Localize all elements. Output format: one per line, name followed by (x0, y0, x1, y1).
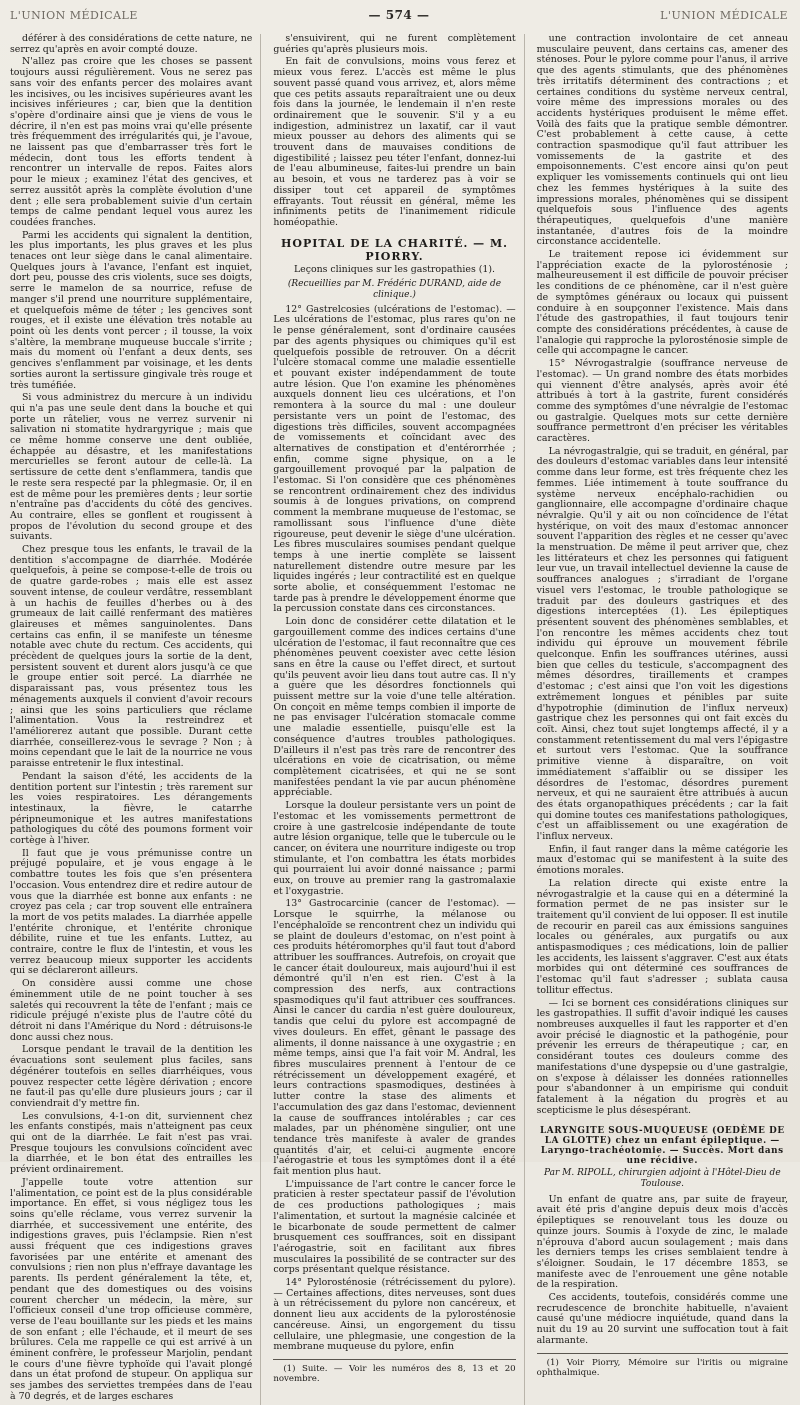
paragraph: J'appelle toute votre attention sur l'alimentation, ce point est de la plus considérable importance. En effet, si vous négligez tous les soins qu'elle réclame, vous verrez survenir la diarrhée, et successivement une entérite, des indigestions graves, puis l'éclampsie. Rien n'est aussi fréquent que ces indigestions graves favorisées par une entérite et amenant des convulsions ; rien non plus n'effraye davantage les parents. Ils perdent généralement la tête, et, pendant que des domestiques ou des voisins courent chercher un médecin, la mère, sur l'officieux conseil d'une trop officieuse commère, verse de l'eau bouillante sur les pieds et les mains de son enfant ; elle l'échaude, et il meurt de ses brûlures. Cela me rappelle ce qui est arrivé à un éminent confrère, le professeur Marjolin, pendant le cours d'une fièvre typhoïde qui l'avait plongé dans un état profond de stupeur. On appliqua sur ses jambes des serviettes trempées dans de l'eau à 70 degrés, et de larges eschares (10, 1176, 253, 1402)
paragraph: Il faut que je vous prémunisse contre un préjugé populaire, et je vous engage à le combattre toutes les fois que s'en présentera l'occasion. Vous entendrez dire et redire autour de vous que la diarrhée est bonne aux enfants : ne croyez pas cela ; car trop souvent elle entraînera la mort de vos petits malades. La diarrhée appelle l'entérite chronique, et l'entérite chronique débilite, ruine et tue les enfants. Luttez, au contraire, contre le flux de l'intestin, et vous les verrez beaucoup mieux supporter les accidents qui se déclareront ailleurs. (10, 847, 253, 977)
paragraph: 13° Gastrocarcinie (cancer de l'estomac). — Lorsque le squirrhe, la mélanose ou l'encéphaloïde se rencontrent chez un individu qui se plaint de douleurs d'estomac, on n'est point à ces produits hétéromorphes qu'il faut tout d'abord attribuer les souffrances. Autrefois, on croyait que le cancer était douloureux, mais aujourd'hui il est démontré qu'il n'en est rien. C'est à la compression des nerfs, aux contractions spasmodiques qu'il faut attribuer ces souffrances. Ainsi le cancer du cardia n'est guère douloureux, tandis que celui du pylore est accompagné de vives douleurs. En effet, gênant le passage des aliments, il donne naissance à une oxygastrie ; en même temps, ainsi que l'a fait voir M. Andral, les fibres musculaires prennent à l'entour de ce rétrécissement un développement exagéré, et leurs contractions spasmodiques, destinées à lutter contre la stase des aliments et l'accumulation des gaz dans l'estomac, deviennent la cause de souffrances intolérables ; car ces malades, par un phénomène singulier, ont une tendance très manifeste à avaler de grandes quantités d'air, et celui-ci augmente encore l'aérogastrie et tous les symptômes dont il a été fait mention plus haut. (273, 898, 516, 1178)
paragraph: En fait de convulsions, moins vous ferez et mieux vous ferez. L'accès est même le plus souvent passé quand vous arrivez, et, alors même que ces petits assauts reparaîtraient une ou deux fois dans la journée, le lendemain il n'en reste ordinairement que le souvenir. S'il y a eu indigestion, administrez un laxatif, car il vaut mieux pousser au dehors des aliments qui se trouvent dans de mauvaises conditions de digestibilité ; laissez peu téter l'enfant, donnez-lui de l'eau albumineuse, faites-lui prendre un bain au besoin, et vous ne tarderez pas à voir se dissiper tout cet appareil de symptômes effrayants. Tout réussit en général, même les infiniments petits de l'inanimement ridicule homéopathie. (273, 56, 516, 228)
paragraph: Un enfant de quatre ans, par suite de frayeur, avait été pris d'angine depuis deux mois d'accès épileptiques se renouvelant tous les douze ou quinze jours. Soumis à l'oxyde de zinc, le malade n'éprouva d'abord aucun soulagement ; mais dans les derniers temps les crises semblaient tendre à s'éloigner. Soudain, le 17 décembre 1853, se manifeste avec de l'enrouement une gêne notable de la respiration. (536, 1193, 788, 1291)
paragraph: Lorsque la douleur persistante vers un point de l'estomac et les vomissements permettront de croire à une gastrelcosie indépendante de toute autre lésion organique, telle que le tubercule ou le cancer, on évitera une nourriture indigeste ou trop stimulante, et l'on combattra les états morbides qui pourraient lui avoir donné naissance ; parmi eux, on trouve au premier rang la gastromalaxie et l'oxygastrie. (273, 800, 516, 897)
paragraph: N'allez pas croire que les choses se passent toujours aussi régulièrement. Vous ne serez pas sans voir des enfants percer des molaires avant les incisives, ou les incisives supérieures avant les incisives inférieures ; car, bien que la dentition s'opère d'ordinaire ainsi que je viens de vous le décrire, il n'en est pas moins vrai qu'elle présente très fréquemment des irrégularités qui, je l'avoue, ne laissent pas que d'embarrasser très fort le médecin, dont tous les efforts tendent à rencontrer un intervalle de repos. Faites alors pour le mieux ; examinez l'état des gencives, et serrez aussitôt après la complète évolution d'une dent ; elle sera probablement suivie d'un certain temps de calme pendant lequel vous aurez les coudées franches. (10, 56, 253, 228)
paragraph: Lorsque pendant le travail de la dentition les évacuations sont seulement plus faciles, sans dégénérer toutefois en selles diarrhéiques, vous pouvez respecter cette légère dérivation ; encore ne faut-il pas qu'elle dure plusieurs jours ; car il conviendrait d'y mettre fin. (10, 1044, 253, 1109)
paragraph: Parmi les accidents qui signalent la dentition, les plus importants, les plus graves et les plus tenaces ont leur siège dans le canal alimentaire. Quelques jours à l'avance, l'enfant est inquiet, dort peu, pousse des cris violents, suce ses doigts, serre le mamelon de sa nourrice, refuse de manger s'il prend une nourriture supplémentaire, et quelquefois même de téter ; les gencives sont rouges, et il existe une élévation très notable au point où les dents vont percer ; il tousse, la voix s'altère, la membrane muqueuse buccale s'irrite ; mais du moment où l'enfant a deux dents, ses gencives s'enflamment par voisinage, et les dents sorties auront la sertissure gingivale très rouge et très tuméfiée. (10, 229, 253, 391)
paragraph: La névrogastralgie, qui se traduit, en général, par des douleurs d'estomac variables dans leur intensité comme dans leur forme, est très fréquente chez les femmes. Liée intimement à toute souffrance du système nerveux encéphalo-rachidien ou ganglionnaire, elle accompagne d'ordinaire chaque névralgie. Qu'il y ait ou non coïncidence de l'état hystérique, on voit des maux d'estomac annoncer souvent l'apparition des règles et ne cesser qu'avec la menstruation. De même il peut arriver que, chez les littérateurs et chez les personnes qui fatiguent leur vue, un travail intellectuel devienne la cause de souffrances analogues ; s'irradiant de l'organe visuel vers l'estomac, le trouble pathologique se traduit par des douleurs gastriques et des digestions interceptées (1). Les épileptiques présentent souvent des phénomènes semblables, et l'on rencontre les mêmes accidents chez tout individu qui éprouve un mouvement fébrile quelconque. Enfin les souffrances utérines, aussi bien que celles du testicule, s'accompagnent des mêmes désordres, tiraillements et crampes d'estomac ; c'est ainsi que l'on voit les digestions extrêmement longues et pénibles par suite d'hypotrophie (diminution de l'influx nerveux) gastrique chez les personnes qui ont fait excès du coït. Ainsi, chez tout sujet longtemps affecté, il y a constamment retentissement du mal vers l'épigastre et surtout vers l'estomac. Que la souffrance primitive vienne à disparaître, on voit immédiatement s'affaiblir ou se dissiper les désordres de l'estomac, désordres purement nerveux, et qui ne sauraient être attribués à aucun des états organopathiques précédents ; car la fait qui domine toutes ces manifestations pathologiques, c'est un affaiblissement ou une exagération de l'influx nerveux. (536, 445, 788, 843)
column-2 (273, 34, 524, 1405)
paragraph: Pendant la saison d'été, les accidents de la dentition portent sur l'intestin ; très rarement sur les voies respiratoires. Les dérangements intestinaux, la fièvre, le catarrhe péripneumonique et les autres manifestations pathologiques du côté des poumons forment voir cortège à l'hiver. (10, 770, 253, 847)
paragraph: Chez presque tous les enfants, le travail de la dentition s'accompagne de diarrhée. Modérée quelquefois, à peine se compose-t-elle de trois ou de quatre garde-robes ; mais elle est assez souvent intense, de couleur verdâtre, ressemblant à un hachis de feuilles d'herbes ou à des grumeaux de lait caillé renfermant des matières glaireuses et mêmes sanguinolentes. Dans certains cas enfin, il se manifeste un ténesme notable avec chute du rectum. Ces accidents, qui précèdent de quelques jours la sortie de la dent, persistent souvent et durent alors jusqu'à ce que le groupe entier soit percé. La diarrhée ne disparaissant pas, vous présentez tous les ménagements auxquels il convient d'avoir recours ; ainsi que les soins particuliers que réclame l'alimentation. Vous la restreindrez et l'améliorerez autant que possible. Durant cette diarrhée, conseillerez-vous le sevrage ? Non ; à moins cependant que le lait de la nourrice ne vous paraisse entretenir le flux intestinal. (10, 544, 253, 770)
paragraph: Les convulsions, 4-1-on dit, surviennent chez les enfants constipés, mais n'atteignent pas ceux qui ont de la diarrhée. Le fait n'est pas vrai. Presque toujours les convulsions coïncident avec la diarrhée, et le bon état des entrailles les prévient ordinairement. (10, 1110, 253, 1176)
column-3 (537, 34, 788, 1405)
section-title: HOPITAL DE LA CHARITÉ. — M. PIORRY. (281, 236, 508, 263)
paragraph: Ces accidents, toutefois, considérés comme une recrudescence de bronchite habituelle, n'avaient causé qu'une médiocre inquiétude, quand dans la nuit du 19 au 20 survint une suffocation tout à fait alarmante. (536, 1292, 788, 1346)
column-2-top-text (273, 34, 515, 229)
paragraph: L'impuissance de l'art contre le cancer force le praticien à rester spectateur passif de l'évolution de ces productions pathologiques ; mais l'alimentation, et surtout la magnésie calcinée et le bicarbonate de soude permettent de calmer brusquement ces souffrances, soit en dissipant l'aérogastrie, soit en facilitant aux fibres musculaires la possibilité de se contracter sur des corps présentant quelque résistance. (273, 1178, 516, 1276)
paragraph: Si vous administrez du mercure à un individu qui n'a pas une seule dent dans la bouche et qui porte un râtelier, vous ne verrez survenir ni salivation ni stomatite hydrargyrique ; mais que ce même homme conserve une dent oubliée, échappée au désastre, et les manifestations mercurielles se feront autour de celle-là. La sertissure de cette dent s'enflammera, tandis que le reste sera respecté par la phlegmasie. Or, il en est de même pour les premières dents ; leur sortie n'entraîne pas d'accidents du côté des gencives. Au contraire, elles se gonflent et rougissent à propos de l'évolution du second groupe et des suivants. (10, 392, 253, 543)
column-3-bottom-text (537, 1195, 788, 1347)
paragraph: Le traitement repose ici évidemment sur l'appréciation exacte de la pylorosténosie ; malheureusement il est difficile de pouvoir préciser les conditions de ce phénomène, car il n'est guère de symptômes généraux ou locaux qui puissent conduire à en soupçonner l'existence. Mais dans l'étude des gastropathies, il faut toujours tenir compte des considérations précédentes, à cause de l'analogie qui rapproche la pylorosténosie simple de celle qui accompagne le cancer. (536, 249, 788, 357)
column-3-body-text (537, 34, 788, 1116)
paragraph: s'ensuivirent, qui ne furent complètement guéries qu'après plusieurs mois. (273, 33, 516, 55)
footnote-rule (273, 1359, 515, 1360)
header-right: L'UNION MÉDICALE (660, 9, 788, 22)
column-1 (10, 34, 261, 1405)
header-left: L'UNION MÉDICALE (10, 9, 138, 22)
footnote-rule (537, 1353, 788, 1354)
paragraph: 15° Névrogastralgie (souffrance nerveuse de l'estomac). — Un grand nombre des états morbides qui viennent d'être analysés, après avoir été attribués à tort à la gastrite, furent considérés comme des symptômes d'une névralgie de l'estomac ou gastralgie. Quelques mots sur cette dernière souffrance permettront d'en préciser les véritables caractères. (536, 358, 788, 445)
article-author: Par M. RIPOLL, chirurgien adjoint à l'Hôtel-Dieu de Toulouse. (543, 1168, 781, 1190)
column-2-body-text (273, 305, 515, 1353)
paragraph: une contraction involontaire de cet anneau musculaire peuvent, dans certains cas, amener des sténoses. Pour le pylore comme pour l'anus, il arrive que des agents stimulants, que des phénomènes très irritatifs déterminent des contractions ; et certaines conditions du système nerveux central, voire même des impressions morales ou des accidents hystériques produisent le même effet. Voilà des faits que la pratique semble démontrer. C'est probablement à cette cause, à cette contraction spasmodique qu'il faut attribuer les vomissements de la gastrite et des empoisonnements. C'est encore ainsi qu'on peut expliquer les vomissements continuels qui ont lieu chez les femmes hystériques à la suite des impressions morales, phénomènes qui se dissipent quelquefois sous l'influence des agents thérapeutiques, quelquefois d'une manière instantanée, d'autres fois de la moindre circonstance accidentelle. (536, 33, 788, 248)
paragraph: 12° Gastrelcosies (ulcérations de l'estomac). — Les ulcérations de l'estomac, plus rares qu'on ne le pense généralement, sont d'ordinaire causées par des agents physiques ou chimiques qu'il est quelquefois possible de retrouver. On a décrit l'ulcère stomacal comme une maladie essentielle et pouvant exister indépendamment de toute autre lésion. Que l'on examine les phénomènes auxquels donnent lieu ces ulcérations, et l'on remontera à la source du mal : une douleur persistante vers un point de l'estomac, des digestions très difficiles, souvent accompagnées de vomissements et coïncidant avec des alternatives de constipation et d'entérorrhée ; enfin, comme signe physique, on a le gargouillement provoqué par la palpation de l'estomac. Si l'on considère que ces phénomènes se rencontrent ordinairement chez des individus soumis à de longues privations, on comprend comment la membrane muqueuse de l'estomac, se ramollissant sous l'influence d'une diète rigoureuse, peut devenir le siège d'une ulcération. Les fibres musculaires soumises pendant quelque temps à une inertie complète se laissent naturellement distendre outre mesure par les liquides ingérés ; leur contractilité est en quelque sorte abolie, et conséquemment l'estomac ne tarde pas à prendre le développement énorme que la percussion constate dans ces circonstances. (273, 303, 516, 615)
page-number: — 574 — (368, 8, 430, 22)
paragraph: On considère aussi comme une chose éminemment utile de ne point toucher à ses saletés qui recouvrent la tête de l'enfant ; mais ce ridicule préjugé n'existe plus de l'autre côté du détroit ni dans l'Amérique du Nord : détruisons-le donc aussi chez nous. (10, 978, 253, 1043)
text-columns (10, 33, 788, 1402)
footnote-col3: (1) Voir Piorry, Mémoire sur l'iritis ou migraine ophthalmique. (536, 1357, 788, 1378)
paragraph: déférer à des considérations de cette nature, ne serrez qu'après en avoir compté douze. (10, 33, 253, 55)
paragraph: — Ici se bornent ces considérations cliniques sur les gastropathies. Il suffit d'avoir indiqué les causes nombreuses auxquelles il faut les rapporter et d'en avoir précisé le diagnostic et la pathogénie, pour prévenir les erreurs de thérapeutique ; car, en considérant toutes ces douleurs comme des manifestations d'une dyspepsie ou d'une gastralgie, on s'expose à délaisser les données rationnelles pour s'abandonner à un empirisme qui conduit fatalement à la négation du progrès et au scepticisme le plus désespérant. (536, 997, 788, 1116)
paragraph: 14° Pylorosténosie (rétrécissement du pylore). — Certaines affections, dites nerveuses, sont dues à un rétrécissement du pylore non cancéreux, et donnent lieu aux accidents de la pylorosténosie cancéreuse. Ainsi, un engorgement du tissu cellulaire, une phlegmasie, une congestion de la membrane muqueuse du pylore, enfin (273, 1277, 516, 1353)
footnote-col2: (1) Suite. — Voir les numéros des 8, 13 et 20 novembre. (273, 1363, 516, 1384)
section-credit: (Recueillies par M. Frédéric DURAND, aide de clinique.) (287, 279, 502, 301)
page-header (10, 8, 788, 28)
paragraph: La relation directe qui existe entre la névrogastralgie et la cause qui en a déterminé la formation permet de ne pas insister sur le traitement qu'il convient de lui opposer. Il est inutile de recourir en pareil cas aux émissions sanguines locales ou générales, aux purgatifs ou aux antispasmodiques ; ces médications, loin de pallier les accidents, les laissent s'aggraver. C'est aux états morbides qui ont déterminé ces souffrances de l'estomac qu'il faut s'adresser ; sublata causa tollitur effectus. (536, 877, 788, 996)
paragraph: Enfin, il faut ranger dans la même catégorie les maux d'estomac qui se manifestent à la suite des émotions morales. (536, 843, 788, 877)
article-heading: LARYNGITE SOUS-MUQUEUSE (OEDÈME DE LA GLOTTE) chez un enfant épileptique. — Laryngo-trachéotomie. — Succès. Mort dans une récidive. (539, 1126, 785, 1167)
paragraph: Loin donc de considérer cette dilatation et le gargouillement comme des indices certains d'une ulcération de l'estomac, il faut reconnaître que ces phénomènes peuvent coexister avec cette lésion sans en être la cause ou l'effet direct, et surtout qu'ils peuvent avoir lieu dans tout autre cas. Il n'y a guère que les désordres fonctionnels qui puissent mettre sur la voie d'une telle altération. On conçoit en même temps combien il importe de ne pas envisager l'ulcération stomacale comme une maladie essentielle, puisqu'elle est la conséquence d'autres troubles pathologiques. D'ailleurs il n'est pas très rare de rencontrer des ulcérations en voie de cicatrisation, ou même complètement cicatrisées, et qui ne se sont manifestées pendant la vie par aucun phénomène appréciable. (273, 616, 516, 799)
section-subtitle: Leçons cliniques sur les gastropathies (1). (293, 263, 496, 275)
